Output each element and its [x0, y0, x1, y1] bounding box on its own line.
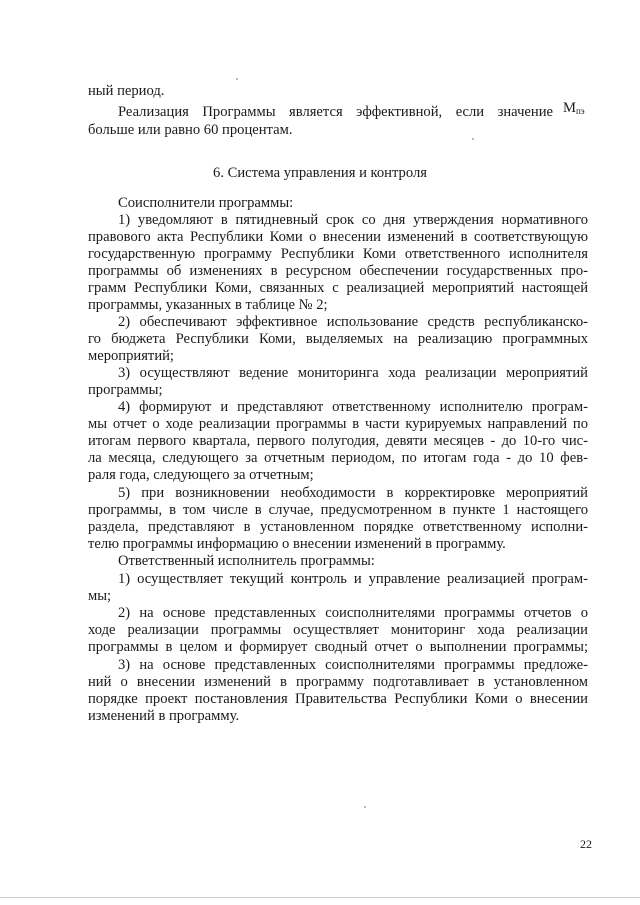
- body-line: государственную программу Республики Коми ответственного исполнителя: [88, 246, 588, 262]
- intro-line-2: Реализация Программы является эффективной, если значение: [118, 104, 553, 120]
- body-line: ходе реализации программы осуществляет мониторинг хода реализации: [88, 622, 588, 638]
- mpe-symbol: $М_{пэ}$: [563, 100, 585, 116]
- body-line: 1) осуществляет текущий контроль и управление реализацией програм-: [118, 571, 588, 587]
- scan-edge-line: [0, 897, 640, 898]
- body-line: программы, в том числе в случае, предусмотренном в пункте 1 настоящего: [88, 502, 588, 518]
- body-line: порядке проект постановления Правительства Республики Коми о внесении: [88, 691, 588, 707]
- body-line: программы в целом и формирует сводный отчет о выполнении программы;: [88, 639, 588, 655]
- page-number: 22: [580, 837, 592, 851]
- body-line: мероприятий;: [88, 348, 174, 364]
- mpe-subscript: пэ: [575, 106, 585, 116]
- body-line: мы отчет о ходе реализации программы в части курируемых направлений по: [88, 416, 588, 432]
- scan-speck: [236, 78, 238, 80]
- body-line: 5) при возникновении необходимости в корректировке мероприятий: [118, 485, 588, 501]
- body-line: раздела, представляют в установленном порядке ответственному исполни-: [88, 519, 588, 535]
- body-line: программы об изменениях в ресурсном обеспечении государственных про-: [88, 263, 588, 279]
- body-line: 3) осуществляют ведение мониторинга хода реализации мероприятий: [118, 365, 588, 381]
- body-line: телю программы информацию о внесении изменений в программу.: [88, 536, 506, 552]
- body-line: 1) уведомляют в пятидневный срок со дня утверждения нормативного: [118, 212, 588, 228]
- body-line: 3) на основе представленных соисполнителями программы предложе-: [118, 657, 588, 673]
- body-line: 2) на основе представленных соисполнителями программы отчетов о: [118, 605, 588, 621]
- body-line: программы;: [88, 382, 163, 398]
- body-line: правового акта Республики Коми о внесении изменений в соответствующую: [88, 229, 588, 245]
- scan-speck: [472, 138, 474, 140]
- body-line: Ответственный исполнитель программы:: [118, 553, 375, 569]
- section-heading: 6. Система управления и контроля: [213, 165, 427, 181]
- body-line: го бюджета Республики Коми, выделяемых на реализацию программных: [88, 331, 588, 347]
- body-line: изменений в программу.: [88, 708, 240, 724]
- body-line: программы, указанных в таблице № 2;: [88, 297, 328, 313]
- body-line: ний о внесении изменений в программу подготавливает в установленном: [88, 674, 588, 690]
- body-line: 4) формируют и представляют ответственному исполнителю програм-: [118, 399, 588, 415]
- body-line: мы;: [88, 588, 112, 604]
- intro-line-1: ный период.: [88, 83, 165, 99]
- body-line: итогам первого квартала, первого полугодия, девяти месяцев - до 10-го чис-: [88, 433, 588, 449]
- body-line: ла месяца, следующего за отчетным периодом, по итогам года - до 10 фев-: [88, 450, 588, 466]
- body-line: грамм Республики Коми, связанных с реализацией мероприятий настоящей: [88, 280, 588, 296]
- body-line: 2) обеспечивают эффективное использование средств республиканско-: [118, 314, 588, 330]
- scan-speck: [364, 806, 366, 808]
- body-line: Соисполнители программы:: [118, 195, 294, 211]
- body-line: раля года, следующего за отчетным;: [88, 467, 314, 483]
- intro-line-3: больше или равно 60 процентам.: [88, 122, 293, 138]
